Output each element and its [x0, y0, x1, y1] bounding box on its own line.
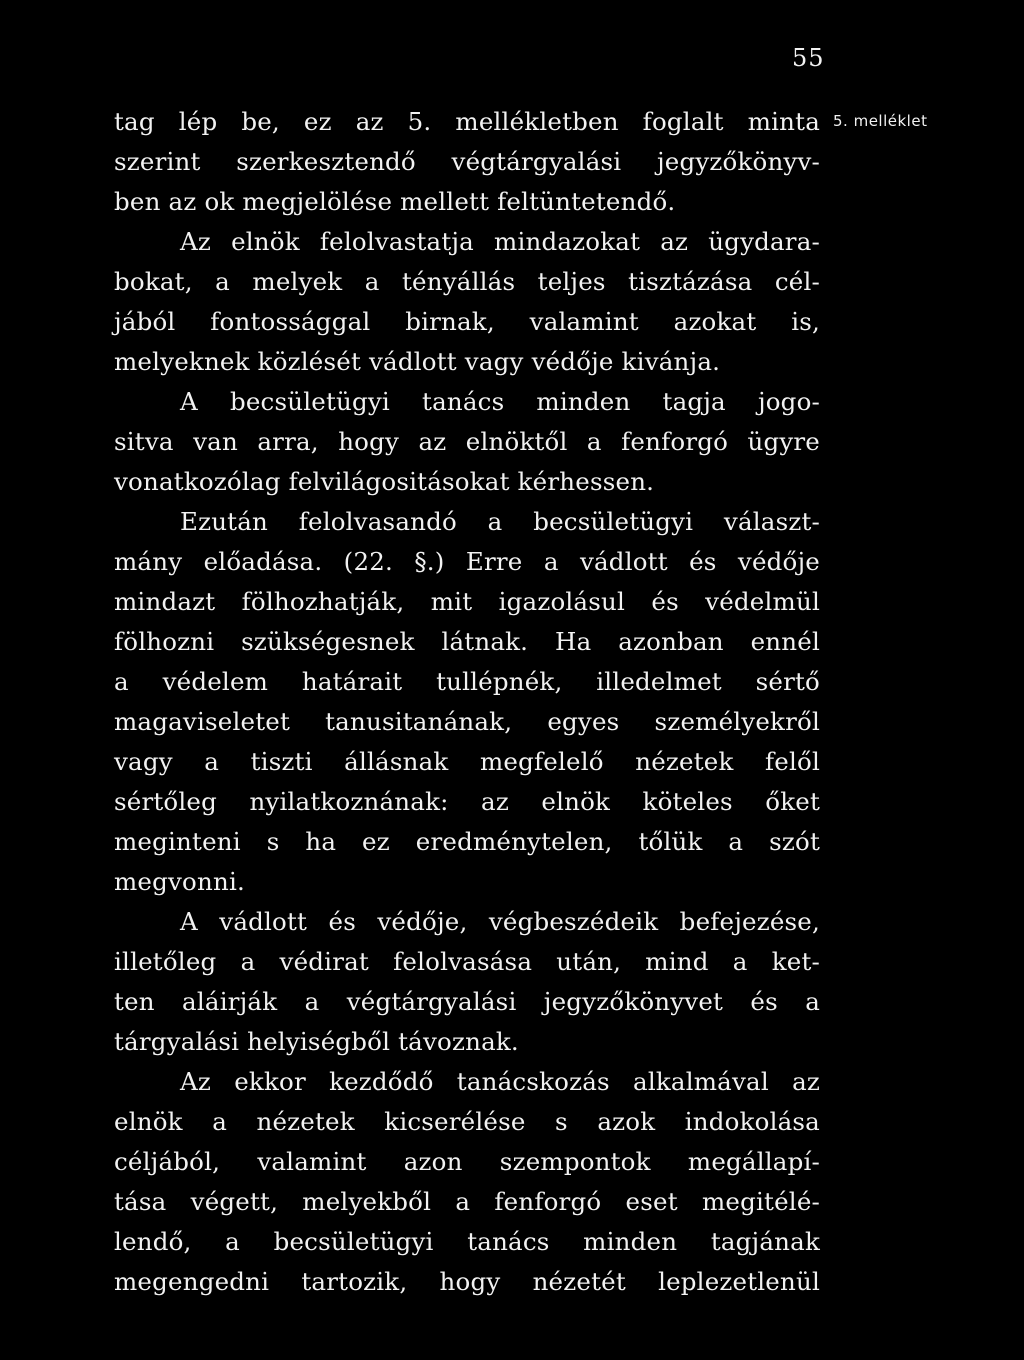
text-line: elnök a nézetek kicserélése s azok indokolása — [114, 1107, 820, 1136]
text-line: mány előadása. (22. §.) Erre a vádlott és védője — [114, 547, 820, 576]
page-number: 55 — [792, 44, 825, 72]
text-line: magaviseletet tanusitanának, egyes személyekről — [114, 707, 820, 736]
text-line: meginteni s ha ez eredménytelen, tőlük a szót — [114, 827, 820, 856]
text-line: Ezután felolvasandó a becsületügyi választ- — [180, 507, 820, 536]
text-line: megvonni. — [114, 867, 245, 896]
text-line: lendő, a becsületügyi tanács minden tagjának — [114, 1227, 820, 1256]
text-line: bokat, a melyek a tényállás teljes tisztázása cél- — [114, 267, 820, 296]
text-line: Az elnök felolvastatja mindazokat az ügydara- — [180, 227, 820, 256]
text-line: sitva van arra, hogy az elnöktől a fenforgó ügyre — [114, 427, 820, 456]
text-line: A becsületügyi tanács minden tagja jogo- — [180, 387, 820, 416]
text-line: A vádlott és védője, végbeszédeik befejezése, — [180, 907, 820, 936]
text-line: céljából, valamint azon szempontok megállapí- — [114, 1147, 820, 1176]
text-line: a védelem határait tullépnék, illedelmet sértő — [114, 667, 820, 696]
margin-note: 5. melléklet — [833, 112, 928, 130]
text-line: tárgyalási helyiségből távoznak. — [114, 1027, 519, 1056]
text-line: szerint szerkesztendő végtárgyalási jegyzőkönyv- — [114, 147, 820, 176]
text-line: megengedni tartozik, hogy nézetét leplezetlenül — [114, 1267, 820, 1296]
text-line: tása végett, melyekből a fenforgó eset megitélé- — [114, 1187, 820, 1216]
text-line: vonatkozólag felvilágositásokat kérhessen. — [114, 467, 655, 496]
text-line: melyeknek közlését vádlott vagy védője kivánja. — [114, 347, 721, 376]
text-line: vagy a tiszti állásnak megfelelő nézetek felől — [114, 747, 820, 776]
text-line: ben az ok megjelölése mellett feltüntetendő. — [114, 187, 676, 216]
text-line: illetőleg a védirat felolvasása után, mind a ket- — [114, 947, 820, 976]
text-line: Az ekkor kezdődő tanácskozás alkalmával az — [180, 1067, 820, 1096]
text-line: mindazt fölhozhatják, mit igazolásul és védelmül — [114, 587, 820, 616]
text-line: sértőleg nyilatkoznának: az elnök köteles őket — [114, 787, 820, 816]
body-text — [114, 102, 820, 1302]
text-line: fölhozni szükségesnek látnak. Ha azonban ennél — [114, 627, 820, 656]
text-line: jából fontossággal birnak, valamint azokat is, — [114, 307, 820, 336]
text-line: tag lép be, ez az 5. mellékletben foglalt minta — [114, 107, 820, 136]
text-line: ten aláirják a végtárgyalási jegyzőkönyvet és a — [114, 987, 820, 1016]
